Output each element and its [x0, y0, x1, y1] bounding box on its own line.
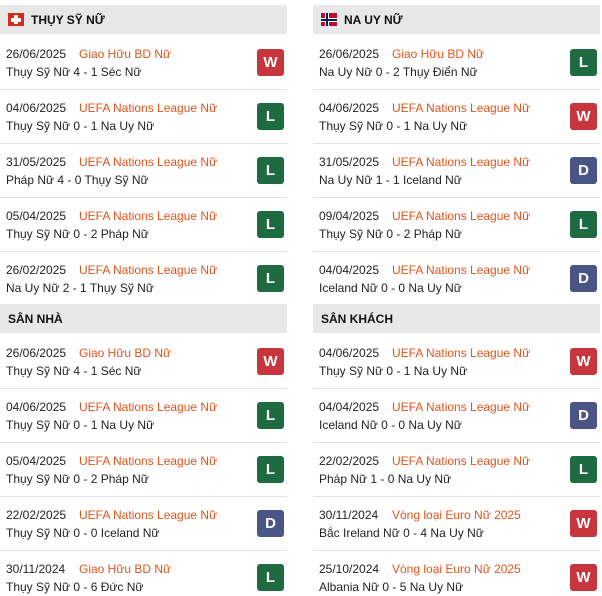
result-badge: D: [570, 265, 597, 292]
result-badge: L: [570, 456, 597, 483]
competition-link[interactable]: UEFA Nations League Nữ: [392, 400, 531, 414]
result-badge: L: [257, 157, 284, 184]
match-date: 26/06/2025: [6, 47, 67, 61]
match-score: Pháp Nữ 1 - 0 Na Uy Nữ: [319, 472, 452, 486]
result-badge: L: [257, 103, 284, 130]
match-date: 26/06/2025: [319, 47, 380, 61]
competition-link[interactable]: Giao Hữu BD Nữ: [79, 346, 172, 360]
match-row[interactable]: [313, 497, 600, 551]
match-score: Na Uy Nữ 1 - 1 Iceland Nữ: [319, 173, 462, 187]
match-list: [0, 36, 287, 306]
result-badge: L: [257, 402, 284, 429]
match-date: 26/06/2025: [6, 346, 67, 360]
match-date: 25/10/2024: [319, 562, 380, 576]
panel-title: SÂN NHÀ: [8, 311, 63, 326]
result-badge: W: [257, 348, 284, 375]
result-badge: W: [570, 103, 597, 130]
result-badge: L: [257, 211, 284, 238]
match-row[interactable]: [313, 198, 600, 252]
result-badge: L: [257, 564, 284, 591]
match-row[interactable]: [313, 36, 600, 90]
competition-link[interactable]: Vòng loại Euro Nữ 2025: [392, 562, 521, 576]
match-score: Na Uy Nữ 0 - 2 Thụy Điển Nữ: [319, 65, 478, 79]
match-date: 04/04/2025: [319, 400, 380, 414]
match-row[interactable]: [313, 90, 600, 144]
match-date: 22/02/2025: [319, 454, 380, 468]
panel-header: [0, 304, 287, 333]
match-date: 31/05/2025: [319, 155, 380, 169]
competition-link[interactable]: UEFA Nations League Nữ: [392, 454, 531, 468]
match-score: Thụy Sỹ Nữ 0 - 6 Đức Nữ: [6, 580, 144, 594]
panel-home: [0, 304, 287, 596]
competition-link[interactable]: UEFA Nations League Nữ: [392, 346, 531, 360]
match-date: 04/06/2025: [319, 346, 380, 360]
panel-header: [313, 304, 600, 333]
match-date: 04/06/2025: [319, 101, 380, 115]
match-score: Thụy Sỹ Nữ 0 - 2 Pháp Nữ: [6, 472, 149, 486]
panel-swiss-recent: [0, 5, 287, 306]
match-score: Thụy Sỹ Nữ 0 - 2 Pháp Nữ: [319, 227, 462, 241]
competition-link[interactable]: UEFA Nations League Nữ: [79, 454, 218, 468]
match-list: [0, 335, 287, 596]
competition-link[interactable]: UEFA Nations League Nữ: [392, 209, 531, 223]
competition-link[interactable]: Giao Hữu BD Nữ: [79, 562, 172, 576]
match-date: 30/11/2024: [6, 562, 66, 576]
match-date: 26/02/2025: [6, 263, 67, 277]
match-row[interactable]: [0, 335, 287, 389]
match-row[interactable]: [0, 90, 287, 144]
panel-title: THỤY SỸ NỮ: [31, 12, 105, 27]
panel-header: [0, 5, 287, 34]
match-row[interactable]: [313, 252, 600, 306]
match-score: Bắc Ireland Nữ 0 - 4 Na Uy Nữ: [319, 526, 484, 540]
result-badge: D: [570, 157, 597, 184]
match-date: 04/06/2025: [6, 101, 67, 115]
match-row[interactable]: [0, 443, 287, 497]
competition-link[interactable]: Giao Hữu BD Nữ: [392, 47, 485, 61]
match-row[interactable]: [0, 551, 287, 596]
match-score: Thụy Sỹ Nữ 0 - 1 Na Uy Nữ: [6, 418, 155, 432]
competition-link[interactable]: UEFA Nations League Nữ: [79, 508, 218, 522]
match-score: Albania Nữ 0 - 5 Na Uy Nữ: [319, 580, 464, 594]
match-date: 04/06/2025: [6, 400, 67, 414]
competition-link[interactable]: UEFA Nations League Nữ: [392, 155, 531, 169]
match-row[interactable]: [0, 144, 287, 198]
match-row[interactable]: [313, 551, 600, 596]
match-row[interactable]: [313, 144, 600, 198]
competition-link[interactable]: UEFA Nations League Nữ: [79, 400, 218, 414]
result-badge: W: [257, 49, 284, 76]
match-score: Thụy Sỹ Nữ 4 - 1 Séc Nữ: [6, 65, 142, 79]
norway-flag-icon: [321, 13, 337, 26]
competition-link[interactable]: UEFA Nations League Nữ: [79, 155, 218, 169]
match-row[interactable]: [0, 252, 287, 306]
match-date: 31/05/2025: [6, 155, 67, 169]
competition-link[interactable]: Vòng loại Euro Nữ 2025: [392, 508, 521, 522]
match-date: 09/04/2025: [319, 209, 380, 223]
match-score: Thụy Sỹ Nữ 0 - 1 Na Uy Nữ: [319, 119, 468, 133]
match-date: 04/04/2025: [319, 263, 380, 277]
competition-link[interactable]: UEFA Nations League Nữ: [79, 263, 218, 277]
result-badge: D: [570, 402, 597, 429]
match-score: Iceland Nữ 0 - 0 Na Uy Nữ: [319, 418, 462, 432]
match-score: Pháp Nữ 4 - 0 Thụy Sỹ Nữ: [6, 173, 149, 187]
match-score: Thụy Sỹ Nữ 4 - 1 Séc Nữ: [6, 364, 142, 378]
panel-away: [313, 304, 600, 596]
match-row[interactable]: [313, 389, 600, 443]
result-badge: L: [257, 265, 284, 292]
match-date: 05/04/2025: [6, 209, 67, 223]
match-score: Iceland Nữ 0 - 0 Na Uy Nữ: [319, 281, 462, 295]
result-badge: W: [570, 510, 597, 537]
match-score: Thụy Sỹ Nữ 0 - 1 Na Uy Nữ: [319, 364, 468, 378]
competition-link[interactable]: Giao Hữu BD Nữ: [79, 47, 172, 61]
match-score: Na Uy Nữ 2 - 1 Thụy Sỹ Nữ: [6, 281, 154, 295]
match-row[interactable]: [0, 389, 287, 443]
match-row[interactable]: [313, 335, 600, 389]
match-date: 22/02/2025: [6, 508, 67, 522]
panel-header: [313, 5, 600, 34]
result-badge: L: [257, 456, 284, 483]
match-list: [313, 335, 600, 596]
competition-link[interactable]: UEFA Nations League Nữ: [79, 209, 218, 223]
result-badge: D: [257, 510, 284, 537]
panel-title: SÂN KHÁCH: [321, 311, 393, 326]
result-badge: W: [570, 564, 597, 591]
match-date: 30/11/2024: [319, 508, 379, 522]
result-badge: L: [570, 211, 597, 238]
match-list: [313, 36, 600, 306]
match-row[interactable]: [0, 198, 287, 252]
match-date: 05/04/2025: [6, 454, 67, 468]
result-badge: W: [570, 348, 597, 375]
competition-link[interactable]: UEFA Nations League Nữ: [392, 101, 531, 115]
match-row[interactable]: [313, 443, 600, 497]
match-score: Thụy Sỹ Nữ 0 - 1 Na Uy Nữ: [6, 119, 155, 133]
match-score: Thụy Sỹ Nữ 0 - 2 Pháp Nữ: [6, 227, 149, 241]
panel-norway-recent: [313, 5, 600, 306]
competition-link[interactable]: UEFA Nations League Nữ: [79, 101, 218, 115]
match-score: Thụy Sỹ Nữ 0 - 0 Iceland Nữ: [6, 526, 160, 540]
match-row[interactable]: [0, 497, 287, 551]
result-badge: L: [570, 49, 597, 76]
match-row[interactable]: [0, 36, 287, 90]
panel-title: NA UY NỮ: [344, 12, 403, 27]
switzerland-flag-icon: [8, 13, 24, 26]
competition-link[interactable]: UEFA Nations League Nữ: [392, 263, 531, 277]
